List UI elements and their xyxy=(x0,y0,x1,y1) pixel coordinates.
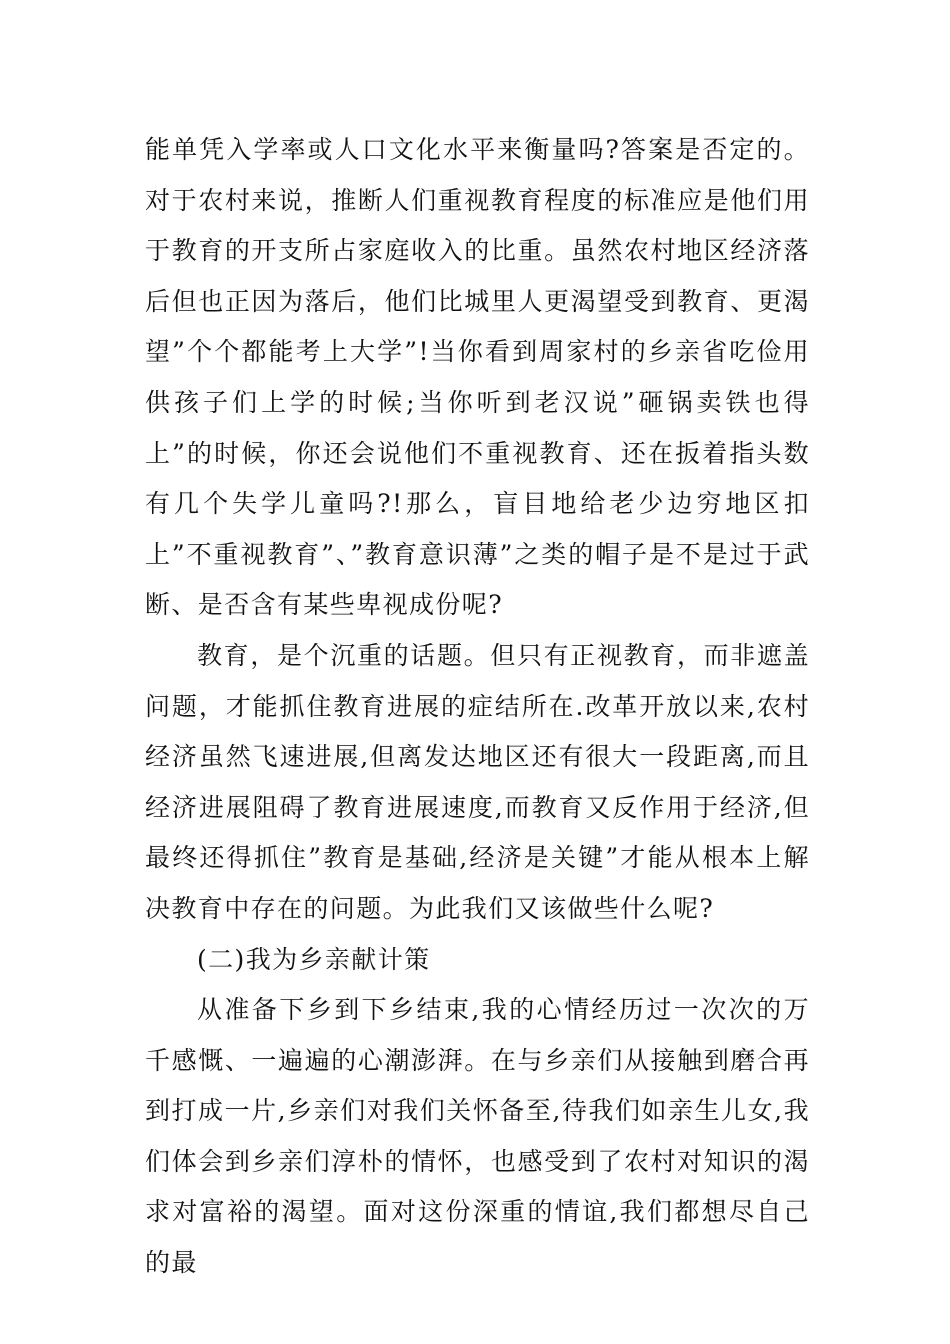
body-text xyxy=(145,125,810,1289)
paragraph-continuation: 能单凭入学率或人口文化水平来衡量吗?答案是否定的。对于农村来说，推断人们重视教育程度的标准应是他们用于教育的开支所占家庭收入的比重。虽然农村地区经济落后但也正因为落后，他们比城里人更渴望受到教育、更渴望”个个都能考上大学”!当你看到周家村的乡亲省吃俭用供孩子们上学的时候;当你听到老汉说”砸锅卖铁也得上”的时候，你还会说他们不重视教育、还在扳着指头数有几个失学儿童吗?!那么，盲目地给老少边穷地区扣上”不重视教育”、”教育意识薄”之类的帽子是不是过于武断、是否含有某些卑视成份呢? xyxy=(145,135,810,620)
paragraph-education-topic: 教育，是个沉重的话题。但只有正视教育，而非遮盖问题，才能抓住教育进展的症结所在.改革开放以来,农村经济虽然飞速进展,但离发达地区还有很大一段距离,而且经济进展阻碍了教育进展速度,而教育又反作用于经济,但最终还得抓住”教育是基础,经济是关键”才能从根本上解决教育中存在的问题。为此我们又该做些什么呢? xyxy=(145,640,810,923)
paragraph-village-experience: 从准备下乡到下乡结束,我的心情经历过一次次的万千感慨、一遍遍的心潮澎湃。在与乡亲们从接触到磨合再到打成一片,乡亲们对我们关怀备至,待我们如亲生儿女,我们体会到乡亲们淳朴的情怀，也感受到了农村对知识的渴求对富裕的渴望。面对这份深重的情谊,我们都想尽自己的最 xyxy=(145,995,810,1278)
section-heading: (二)我为乡亲献计策 xyxy=(197,944,431,974)
